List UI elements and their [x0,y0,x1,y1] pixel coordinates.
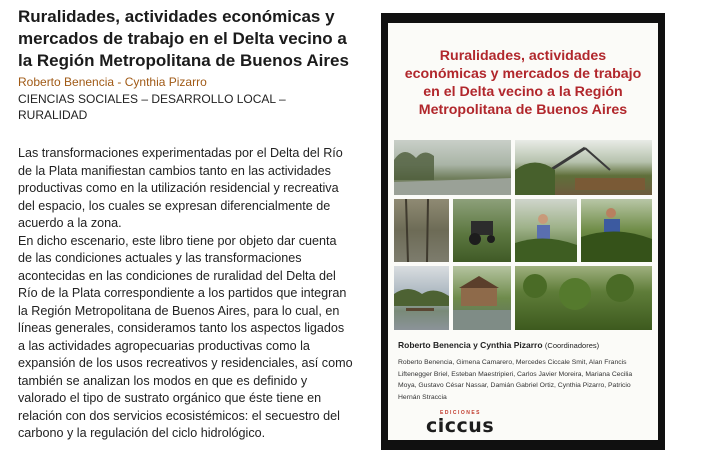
publisher-name: ciccus [426,415,495,437]
photo-workers-greenhouse [515,199,577,262]
book-categories: CIENCIAS SOCIALES – DESARROLLO LOCAL – RURALIDAD [18,92,286,122]
photo-misty-river [394,140,511,195]
publisher-small-label: EDICIONES [440,410,482,416]
photo-dense-vegetation [515,266,652,330]
book-cover[interactable] [381,13,665,450]
cover-coordinators [398,340,599,350]
book-description [18,145,354,443]
photo-boat-house [453,266,511,330]
book-info [18,6,358,443]
coordinators-names: Roberto Benencia y Cynthia Pizarro [398,340,543,350]
cover-page [388,23,658,440]
publisher-logo [426,410,516,436]
photo-river-dock [394,266,449,330]
photo-tractor-field [453,199,511,262]
photo-farmer-plants [581,199,652,262]
photo-crane-logs [515,140,652,195]
coordinators-role: (Coordinadores) [544,341,600,350]
description-paragraph: Las transformaciones experimentadas por el Delta del Río de la Plata manifiestan cambios tanto en las actividades productivas como en la utilización residencial y recreativa del espacio, los cuales se expresan diferencialmente de acuerdo a la zona. [18,146,343,230]
description-paragraph: En dicho escenario, este libro tiene por objeto dar cuenta de las condiciones actuales y las transformaciones acontecidas en las condiciones de ruralidad del Delta del Río de la Plata correspondiente a los partidos que integran la Región Metropolitana de Buenos Aires, para lo cual, en líneas generales, consideramos tanto los aspectos ligados a las actividades agropecuarias productivas como la expansión de los usos recreativos y residenciales, así como también se analizan los modos en que es definido y valorado el tipo de sustrato orgánico que éste tiene en relación con dos servicios ecosistémicos: el secuestro del carbono y la regulación del ciclo hidrológico. [18,233,353,440]
book-authors[interactable]: Roberto Benencia - Cynthia Pizarro [18,75,207,89]
book-title: Ruralidades, actividades económicas y mercados de trabajo en el Delta vecino a la Región Metropolitana de Buenos Aires [18,7,349,70]
cover-photo-collage [394,140,652,330]
cover-title: Ruralidades, actividades económicas y mercados de trabajo en el Delta vecino a la Región Metropolitana de Buenos Aires [404,48,642,118]
photo-flooded-forest [394,199,449,262]
cover-contributors: Roberto Benencia, Gimena Camarero, Mercedes Ciccale Smit, Alan Francis Liftenegger Briel, Esteban Maestripieri, Carlos Javier Moreira, Mariana Cecilia Moya, Gustavo César Nassar, Damián Gabriel Ortiz, Cynthia Pizarro, Patricio Hernán Straccia [398,359,633,401]
